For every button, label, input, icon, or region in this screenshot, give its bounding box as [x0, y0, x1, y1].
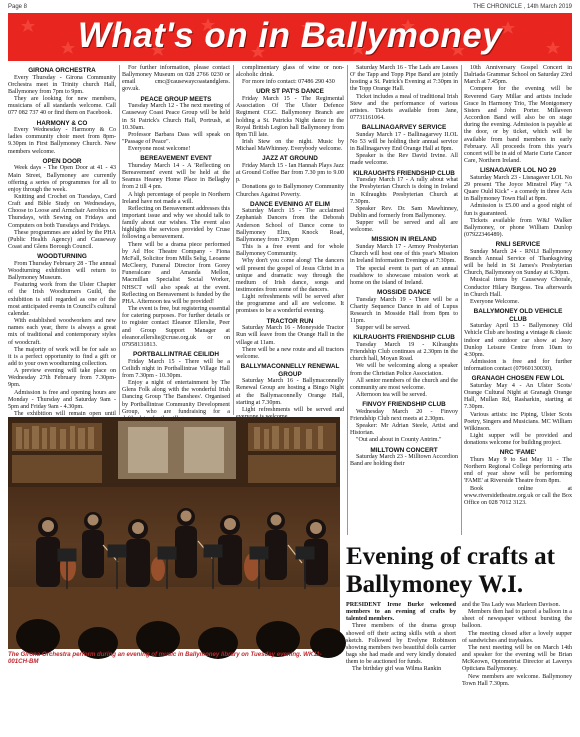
listing-text: Supper will be served and all are welcome. [350, 220, 458, 234]
listing-column-5 [464, 65, 572, 597]
listing-text: Ticket includes a meal of traditional Irish Stew and the performance of various artistes. Tickets available from Jane, 07731161064. [350, 93, 458, 122]
listing-heading: PEACE GROUP MEETS [140, 95, 212, 103]
listing-text: Friday March 15 - The Regimental Association Of The Ulster Defence Regiment CGC. Ballymoney Branch are holding a St. Patricks Night dance in the Royal British Legion hall Ballymoney from 8pm Till late. [236, 96, 344, 138]
listing-text: With established woodworkers and new names each year, there is always a great mix of traditional and contemporary styles of woodcraft. [8, 318, 116, 346]
listing-text: Saturday March 16 - The Lads are Lasses O' the Tapp and Topp Pipe Band are jointly hosting a St. Patrick's Evening at 7:30pm in the Topp Orange Hall. [350, 65, 458, 93]
listing-heading: KILRAUGHTS FRIENDSHIP CLUB [353, 169, 455, 177]
listing-heading: LISNAGAVER LOL NO 29 [479, 167, 557, 175]
listing-text: Thursday March 14 - A 'Reflecting on Bereavement' event will be held at the Seamus Heaney Home Place in Bellaghy from 2 till 4 pm. [122, 162, 230, 191]
listings-columns [8, 65, 572, 506]
listing-column-2 [122, 65, 230, 415]
listing-text: Speaker is the Rev David Irvine. All made welcome. [350, 153, 458, 167]
crafts-text: PRESIDENT Irene Burke welcomed members to an evening of crafts by talented members. [346, 602, 456, 623]
listing-text: Week days - The Open Door at 41 - 43 Main Street, Ballymoney are currently offering a series of programmes for all to enjoy through the week. [8, 165, 116, 193]
listing-text: Speaker: Mr Adrian Steele, Artist and Historian. [350, 423, 458, 437]
listing-text: For more info contact: 07486 290 430 [242, 79, 335, 86]
listing-text: The majority of work will be for sale so it is a perfect opportunity to find a gift or add to your own woodturning collection. [8, 346, 116, 367]
listing-text: A high percentage of people in Northern Ireland have not made a will. [122, 191, 230, 205]
listing-heading: BALLYMONEY OLD VEHICLE CLUB [473, 308, 563, 323]
listing-text: Tuesday March 12 - The next meeting of Causeway Coast Peace Group will be held in St Patrick's Church Hall, Portrush, at 10.30am. [122, 103, 230, 131]
listing-text: Everyone Welcome. [470, 298, 520, 305]
listing-text: Saturday March 23 - Milltown Accordion Band are holding their [350, 454, 458, 468]
listing-text: Knitting and Crochet on Tuesdays, Card Craft and Bible Study on Wednesdays, Choose to Loose and Armchair Aerobics on Thursdays, with Sewing on Fridays and Computers on both Tuesdays and Fridays. [8, 193, 116, 229]
listing-text: Book online at www.riversidetheatre.org.uk or call the Box Office on 028 7012 3123. [464, 485, 572, 506]
listing-text: They are looking for new members, musicians of all standards welcome. Call 077 082 737 40 or find them on Facebook. [8, 96, 116, 117]
listing-text: Every Thursday - Girona Community Orchestra meet in Trinity church Hall, Ballymoney from 7pm to 9pm. [8, 74, 116, 95]
column-rule [461, 65, 462, 535]
listing-text: There will be a new route and all tractors welcome. [236, 346, 344, 360]
listing-text: All senior members of the church and the community are most welcome. [350, 377, 458, 391]
listing-heading: TRACTOR RUN [266, 317, 314, 325]
listing-text: Speaker Rev. Dr. Sam Mawhinney, Dublin and formerly from Ballymoney. [350, 205, 458, 219]
listing-text: complimentary glass of wine or non- alcoholic drink. [236, 65, 344, 79]
listing-text: The exhibition will remain open until [14, 411, 116, 418]
listing-text: From Thursday February 28 - The annual Woodturning exhibition will return to Ballymoney Museum. [8, 260, 116, 282]
listing-text: Compere for the evening will be Reverend Gary Millar and artists include Grace In Harmony Trio, The Montgomery Sisters and John Porter. Millaveen Accordion Band will also be on stage during the evening. Admission is payable at the door, or by ticket, which will be available from band members in early February. All proceeds from this year's concert will be in aid of Marie Curie Cancer Care, Northern Ireland. [464, 86, 572, 165]
listing-text: Saturday March 23 - Lisnagaver LOL No 29 present 'The Joyce Minstrel Play "A Quare Ould Kick" - a comedy in three Acts in Ballymoney Town Hall at 8pm. [464, 174, 572, 203]
listing-heading: HARMONY & CO [36, 119, 88, 127]
listing-text: We will be welcoming along a speaker from the Christian Police Association. [350, 363, 458, 377]
listing-text: Donations go to Ballymoney Community Churches Against Poverty. [236, 184, 344, 198]
listing-heading: KILRAUGHTS FRIENDSHIP CLUB [353, 334, 455, 342]
crafts-column-2 [462, 602, 572, 734]
listing-heading: FINVOY FRIENDSHIP CLUB [362, 401, 446, 409]
column-rule [347, 65, 348, 535]
listing-text: The event is free, but registering essential for catering purposes. For further details or to register contact Eleanor Ellerslie, Peer and Group Support Manager at eleanor.ellerslie@cruse.org.uk or on 07958131813. [122, 306, 230, 348]
photo-caption: The Girona Orchestra perform during an evening of music in Ballymoney library on Tuesday evening. WK11-001CH-BM [8, 651, 322, 666]
listing-text: A preview evening will take place on Wednesday 27th February from 7.30pm-9pm. [8, 368, 116, 389]
banner-title: What's on in Ballymoney [77, 16, 503, 55]
listing-text: Friday March 15 - Ian Hannah Plays Jazz at Ground Coffee Bar from 7.30 pm to 9.00 p. [236, 162, 344, 184]
listing-text: Afternoon tea will be served. [356, 392, 427, 399]
listing-text: Tuesday March 19 - Kilraughts Friendship Club continues at 2.30pm in the church hall, Moyan Road. [350, 341, 458, 363]
paper-date: THE CHRONICLE , 14th March 2019 [472, 4, 572, 10]
crafts-text: The birthday girl was Wilma Rankin [352, 666, 442, 673]
listing-heading: BEREAVEMENT EVENT [140, 155, 212, 163]
listing-text: Various artists: inc Piping, Ulster Scots Poetry, Singers and Musicians. MC William Wilkinson. [464, 411, 572, 432]
listing-heading: MISSION IN IRELAND [371, 236, 437, 244]
listing-heading: GRANAGH CHOSEN FEW LOL [471, 375, 565, 383]
listing-heading: UDR ST PAT'S DANCE [256, 88, 324, 96]
listing-text: Sunday March 24 - RNLI Ballymoney Branch Annual Service of Thanksgiving will be held in St James's Presbyterian Church, Ballymoney on Sunday at 6.30pm. [464, 248, 572, 277]
orchestra-photo-illustration [8, 417, 340, 649]
listing-heading: MOSSIDE DANCE [377, 289, 431, 296]
listing-heading: OPEN DOOR [42, 157, 82, 165]
listing-text: Sunday March 17 - Armoy Presbyterian Church will host one of this year's Mission in Ireland Information Evenings at 7:30pm. [350, 244, 458, 265]
column-rule [233, 65, 234, 415]
crafts-text: Members then had to parcel a balloon in a sheet of newspaper without bursting the balloon. [462, 609, 572, 630]
orchestra-photo [8, 417, 340, 649]
page-number: Page 8 [8, 4, 28, 10]
listing-text: Irish Stew on the night. Music by Michael MaWhinney. Everybody welcome. [236, 139, 344, 153]
listing-text: Supper will be served. [356, 325, 411, 332]
listing-text: Saturday April 13 - Ballymoney Old Vehicle Club are hosting a vintage & classic indoor and outdoor car show at Joey Dunlop Leisure Centre from 10am to 4:30pm. [464, 323, 572, 358]
listing-text: Saturday March 16 - Moneyside Tractor Run will leave from the Orange Hall in the village at 11am. [236, 325, 344, 346]
listing-heading: NRC 'FAME' [499, 449, 537, 457]
crafts-text: and the Tea Lady was Marleen Davison. [462, 602, 561, 608]
listing-text: Admission is £5.00 and a good night of fun is guaranteed. [464, 203, 572, 217]
listing-heading: PORTBALLINTRAE CEILIDH [133, 350, 219, 358]
crafts-text: Three members of the drama group showed off their acting skills with a short sketch. Followed by Evelyne Robinson showing members two beautiful dolls carrier bags she had made and very kindly donated them to be auctioned for funds. [346, 623, 456, 666]
listing-text: "Out and about in County Antrim." [356, 437, 442, 444]
listing-heading: WOODTURNING [37, 253, 87, 261]
listing-text: For further information, please contact Ballymoney Museum on 028 2766 0230 or email cmc@causewaycoastandglens. gov.uk. [122, 65, 230, 93]
crafts-headline: Evening of crafts at Ballymoney W.I. [346, 543, 555, 598]
listing-column-1 [8, 65, 116, 418]
listing-text: Enjoy a night of entertainment by The Glens Folk along with the wonderful Irish Dancing Group 'The Banshees'. Organised by Portballintrae Community Development Group, who are fundraising for a [122, 380, 230, 415]
listing-text: Sunday March 17 - Ballinagarvey II.OL No 53 will be holding their annual service in Ballinagarvey End Orange Hall at 8pm. [350, 131, 458, 153]
listing-text: Wednesday March 20 - Finvoy Friendship Club next meets at 2.30pm. [350, 408, 458, 422]
listing-text: Friday March 15 - There will be a Ceilidh night in Portballintrae Village Hall from 7.30pm - 10.30pm. [122, 358, 230, 379]
listing-text: Everyone most welcome! [128, 146, 191, 153]
column-rule [119, 65, 120, 415]
listing-text: Admission is free and opening hours are Monday - Thursday and Saturday 9am - 5pm and Friday 9am - 4.30pm. [8, 389, 116, 410]
listing-text: This is a free event and for whole Ballymoney Community. [236, 244, 344, 258]
listing-text: Thurs May 9 to Sat May 11 - The Northern Regional College performing arts end of year show will be performing 'FAME' at Riverside Theatre from 8pm. [464, 456, 572, 485]
listing-heading: GIRONA ORCHESTRA [28, 67, 96, 74]
page-topline [8, 3, 572, 12]
listing-text: Saturday May 4 - An Ulster Scots/ Orange Cultural Night at Granagh Orange Hall, Mullan Rd, Rasharkin, starting at 7.30pm. [464, 382, 572, 411]
listing-text: Tuesday March 19 - There will be a Charity Sequence Dance in aid of Lupus Research in Mosside Hall from 8pm to 11pm. [350, 296, 458, 325]
listing-heading: DANCE EVENING AT ELIM [250, 200, 330, 208]
listing-text: Featuring work from the Ulster Chapter of the Irish Woodturners Guild, the exhibition is still regarded as one of the most anticipated events in Council's cultural calendar. [8, 282, 116, 317]
listing-text: These programmes are aided by the PHA (Public Health Agency) and Causeway Coast and Glens Borough Council. [8, 229, 116, 251]
listing-text: Every Wednesday - Harmony & Co ladies community choir meet from 8pm-9.30pm in First Ballymoney Church. New members welcome. [8, 127, 116, 155]
listing-text: Light refreshments will be served and [242, 406, 344, 413]
listing-text: The special event is part of an annual roadshow to showcase mission work at home on the island of Ireland. [350, 265, 458, 286]
crafts-text: New members are welcome. Ballymoney Town Hall 7.30pm. [462, 673, 572, 687]
section-banner [8, 13, 572, 61]
crafts-text: The meeting closed after a lovely supper of sandwiches and traybakes. [462, 630, 572, 644]
crafts-text: The next meeting will be on March 14th and speaker for the evening will be Brian McKeown, Optometrist Director at Laverys Opticians Ballymoney. [462, 644, 572, 673]
listing-heading: RNLI SERVICE [495, 241, 541, 249]
listing-heading: JAZZ AT GROUND [262, 155, 318, 163]
listing-text: Why don't you come along! The dancers will present the gospel of Jesus Christ in a unique and dramatic way through the medium of Irish dance, songs and testimonies from some of the dancers. [236, 258, 344, 293]
listing-text: Light supper will be provided and donations welcome for building project. [464, 433, 572, 447]
listing-text: Saturday March 16 - Ballymaconnelly Renewal Group are hosting a Bingo Night at the Ballymaconnelly Orange Hall, starting at 7.30pm. [236, 378, 344, 406]
listing-column-4 [350, 65, 458, 597]
listing-text: Reflecting on Bereavement addresses this important issue and why we should talk to family about our wishes. The event also highlights the services provided by Cruse following a bereavement. [122, 205, 230, 241]
listing-text: Admission is free and for further information contact (07960130030). [464, 359, 572, 373]
listing-text: Light refreshments will be served after the programme and all are welcome. It promises to be a wonderful evening. [236, 294, 344, 315]
listing-text: Musical items by Causeway Chorale, Conductor Hilary Burgess. Tea afterwards in Church Hall. [464, 277, 572, 298]
listing-text: Professor Barbara Dass will speak on "Passage of Peace". [122, 131, 230, 145]
listing-text: Tickets available from W&J Walker Ballymoney, or phone William Dunlop (07922346489). [464, 217, 572, 239]
listing-heading: BALLINAGARVEY SERVICE [361, 124, 447, 132]
listing-column-3 [236, 65, 344, 415]
listing-text: Tuesday March 17 - A rally about what the Presbyterian Church is doing in Ireland in Kilraughts Presbyterian Church at 7.30pm. [350, 177, 458, 205]
crafts-column-1 [346, 602, 456, 734]
listing-heading: BALLYMACONNELLY RENEWAL GROUP [240, 363, 340, 378]
listing-text: There will be a drama piece performed by Ad Hoc Theatre Company - Fiona McFall, Solicitor from Mills Selig, Leoanne McCleery, Funeral Director from Gorey Funeralcare and Amanda Mellon, Macmillan Specialist Social Worker, NHSCT will also speak at the event. Reflecting on Bereavement is funded by the PHA. Afternoon tea will be provided! [122, 241, 230, 305]
listing-text: Saturday March 15 - The acclaimed Zephaniah Dancers from the Deborah Anderson School of Dance come to Ballymoney Elim, Knock Road, Ballymoney from 7.30pm [236, 208, 344, 243]
listing-heading: MILLTOWN CONCERT [370, 446, 438, 454]
listing-text: 10th Anniversary Gospel Concert in Dalriada Grammar School on Saturday 23rd March at 7.45pm. [464, 65, 572, 86]
